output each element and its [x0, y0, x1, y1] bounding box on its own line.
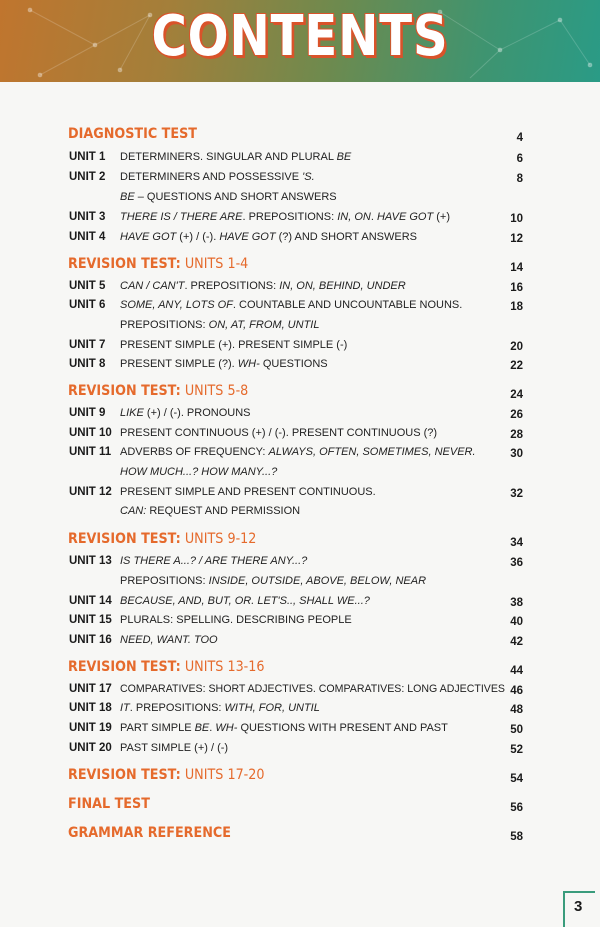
toc-unit-10[interactable]	[0, 425, 600, 445]
page-number: 52	[510, 744, 523, 756]
unit-label: UNIT 10	[69, 427, 112, 439]
page-number: 6	[516, 153, 523, 165]
unit-label: UNIT 14	[69, 595, 112, 607]
unit-description: PRESENT SIMPLE (?). WH- QUESTIONS	[120, 358, 328, 370]
toc-revision-units-17-20[interactable]	[0, 769, 600, 789]
unit-description: PRESENT SIMPLE (+). PRESENT SIMPLE (-)	[120, 339, 348, 351]
toc-unit-3[interactable]	[0, 209, 600, 229]
toc-revision-units-13-16[interactable]	[0, 661, 600, 681]
page-number: 18	[510, 301, 523, 313]
page-number: 14	[510, 262, 523, 274]
page-number: 54	[510, 773, 523, 785]
unit-label: UNIT 18	[69, 702, 112, 714]
page-number: 42	[510, 636, 523, 648]
section-label: FINAL TEST	[68, 796, 150, 812]
unit-description: BECAUSE, AND, BUT, OR. LET'S.., SHALL WE...?	[120, 595, 370, 607]
toc-unit-19[interactable]	[0, 720, 600, 740]
unit-description-continued: PREPOSITIONS: INSIDE, OUTSIDE, ABOVE, BELOW, NEAR	[120, 575, 427, 587]
toc-unit-11-continuation	[0, 464, 600, 484]
toc-unit-6[interactable]	[0, 297, 600, 317]
toc-section-grammar-reference[interactable]	[0, 827, 600, 847]
unit-description: LIKE (+) / (-). PRONOUNS	[120, 407, 251, 419]
page-number-folio: 3	[574, 898, 583, 915]
page-number: 32	[510, 488, 523, 500]
toc-unit-1[interactable]	[0, 149, 600, 169]
unit-label: UNIT 7	[69, 339, 106, 351]
unit-label: UNIT 5	[69, 280, 106, 292]
toc-unit-17[interactable]	[0, 681, 600, 701]
toc-unit-9[interactable]	[0, 405, 600, 425]
unit-label: UNIT 15	[69, 614, 112, 626]
page-number: 58	[510, 831, 523, 843]
header-banner	[0, 0, 600, 82]
page-number: 40	[510, 616, 523, 628]
page-number: 36	[510, 557, 523, 569]
toc-unit-11[interactable]	[0, 444, 600, 464]
page-number: 24	[510, 389, 523, 401]
page-number: 4	[516, 132, 523, 144]
unit-description: DETERMINERS AND POSSESSIVE 'S.	[120, 171, 315, 183]
toc-unit-16[interactable]	[0, 632, 600, 652]
page-number: 8	[516, 173, 523, 185]
unit-description: PRESENT SIMPLE AND PRESENT CONTINUOUS.	[120, 486, 376, 498]
toc-unit-20[interactable]	[0, 740, 600, 760]
unit-label: UNIT 9	[69, 407, 106, 419]
unit-description: CAN / CAN'T. PREPOSITIONS: IN, ON, BEHIND, UNDER	[120, 280, 406, 292]
page-number: 16	[510, 282, 523, 294]
section-label: REVISION TEST: UNITS 17-20	[68, 767, 265, 783]
page-number: 50	[510, 724, 523, 736]
toc-revision-units-1-4[interactable]	[0, 258, 600, 278]
unit-description-continued: PREPOSITIONS: ON, AT, FROM, UNTIL	[120, 319, 320, 331]
unit-description: NEED, WANT. TOO	[120, 634, 218, 646]
unit-label: UNIT 3	[69, 211, 106, 223]
page-number: 28	[510, 429, 523, 441]
toc-section-final-test[interactable]	[0, 798, 600, 818]
unit-label: UNIT 2	[69, 171, 106, 183]
unit-label: UNIT 8	[69, 358, 106, 370]
toc-unit-18[interactable]	[0, 700, 600, 720]
page-number: 38	[510, 597, 523, 609]
page-number: 26	[510, 409, 523, 421]
unit-label: UNIT 11	[69, 446, 112, 458]
page-number: 10	[510, 213, 523, 225]
unit-description-continued: CAN: REQUEST AND PERMISSION	[120, 505, 301, 517]
section-label: GRAMMAR REFERENCE	[68, 825, 231, 841]
toc-unit-2[interactable]	[0, 169, 600, 189]
section-label: DIAGNOSTIC TEST	[68, 126, 197, 142]
toc-unit-12-continuation	[0, 503, 600, 523]
section-label: REVISION TEST: UNITS 5-8	[68, 383, 249, 399]
page-number: 20	[510, 341, 523, 353]
unit-label: UNIT 4	[69, 231, 106, 243]
unit-description: PLURALS: SPELLING. DESCRIBING PEOPLE	[120, 614, 352, 626]
unit-label: UNIT 13	[69, 555, 112, 567]
page-number: 44	[510, 665, 523, 677]
page-number: 56	[510, 802, 523, 814]
toc-unit-15[interactable]	[0, 612, 600, 632]
toc-unit-12[interactable]	[0, 484, 600, 504]
unit-label: UNIT 20	[69, 742, 112, 754]
unit-description-continued: HOW MUCH...? HOW MANY...?	[120, 466, 278, 478]
page-number: 48	[510, 704, 523, 716]
unit-description: SOME, ANY, LOTS OF. COUNTABLE AND UNCOUNTABLE NOUNS.	[120, 299, 463, 311]
unit-description: ADVERBS OF FREQUENCY: ALWAYS, OFTEN, SOMETIMES, NEVER.	[120, 446, 476, 458]
unit-label: UNIT 17	[69, 683, 112, 695]
toc-unit-4[interactable]	[0, 229, 600, 249]
toc-unit-13-continuation	[0, 573, 600, 593]
unit-description: IS THERE A...? / ARE THERE ANY...?	[120, 555, 308, 567]
toc-revision-units-5-8[interactable]	[0, 385, 600, 405]
page-number: 46	[510, 685, 523, 697]
toc-section-diagnostic[interactable]	[0, 128, 600, 148]
unit-label: UNIT 12	[69, 486, 112, 498]
unit-description: COMPARATIVES: SHORT ADJECTIVES. COMPARATIVES: LONG ADJECTIVES	[120, 683, 505, 695]
section-label: REVISION TEST: UNITS 9-12	[68, 531, 257, 547]
page-title: CONTENTS	[151, 4, 449, 69]
unit-description-continued: BE – QUESTIONS AND SHORT ANSWERS	[120, 191, 337, 203]
toc-revision-units-9-12[interactable]	[0, 533, 600, 553]
unit-label: UNIT 6	[69, 299, 106, 311]
section-label: REVISION TEST: UNITS 13-16	[68, 659, 265, 675]
page-number: 34	[510, 537, 523, 549]
toc-unit-7[interactable]	[0, 337, 600, 357]
toc-unit-14[interactable]	[0, 593, 600, 613]
unit-label: UNIT 16	[69, 634, 112, 646]
toc-unit-2-continuation	[0, 189, 600, 209]
page-number: 12	[510, 233, 523, 245]
unit-description: HAVE GOT (+) / (-). HAVE GOT (?) AND SHORT ANSWERS	[120, 231, 417, 243]
unit-description: THERE IS / THERE ARE. PREPOSITIONS: IN, ON. HAVE GOT (+)	[120, 211, 451, 223]
section-label: REVISION TEST: UNITS 1-4	[68, 256, 249, 272]
page-number: 30	[510, 448, 523, 460]
toc-unit-13[interactable]	[0, 553, 600, 573]
toc-unit-6-continuation	[0, 317, 600, 337]
toc-unit-8[interactable]	[0, 356, 600, 376]
unit-description: PRESENT CONTINUOUS (+) / (-). PRESENT CONTINUOUS (?)	[120, 427, 438, 439]
unit-label: UNIT 1	[69, 151, 106, 163]
unit-description: PAST SIMPLE (+) / (-)	[120, 742, 229, 754]
toc-unit-5[interactable]	[0, 278, 600, 298]
page-number: 22	[510, 360, 523, 372]
unit-description: PART SIMPLE BE. WH- QUESTIONS WITH PRESENT AND PAST	[120, 722, 448, 734]
unit-description: DETERMINERS. SINGULAR AND PLURAL BE	[120, 151, 352, 163]
unit-description: IT. PREPOSITIONS: WITH, FOR, UNTIL	[120, 702, 320, 714]
unit-label: UNIT 19	[69, 722, 112, 734]
